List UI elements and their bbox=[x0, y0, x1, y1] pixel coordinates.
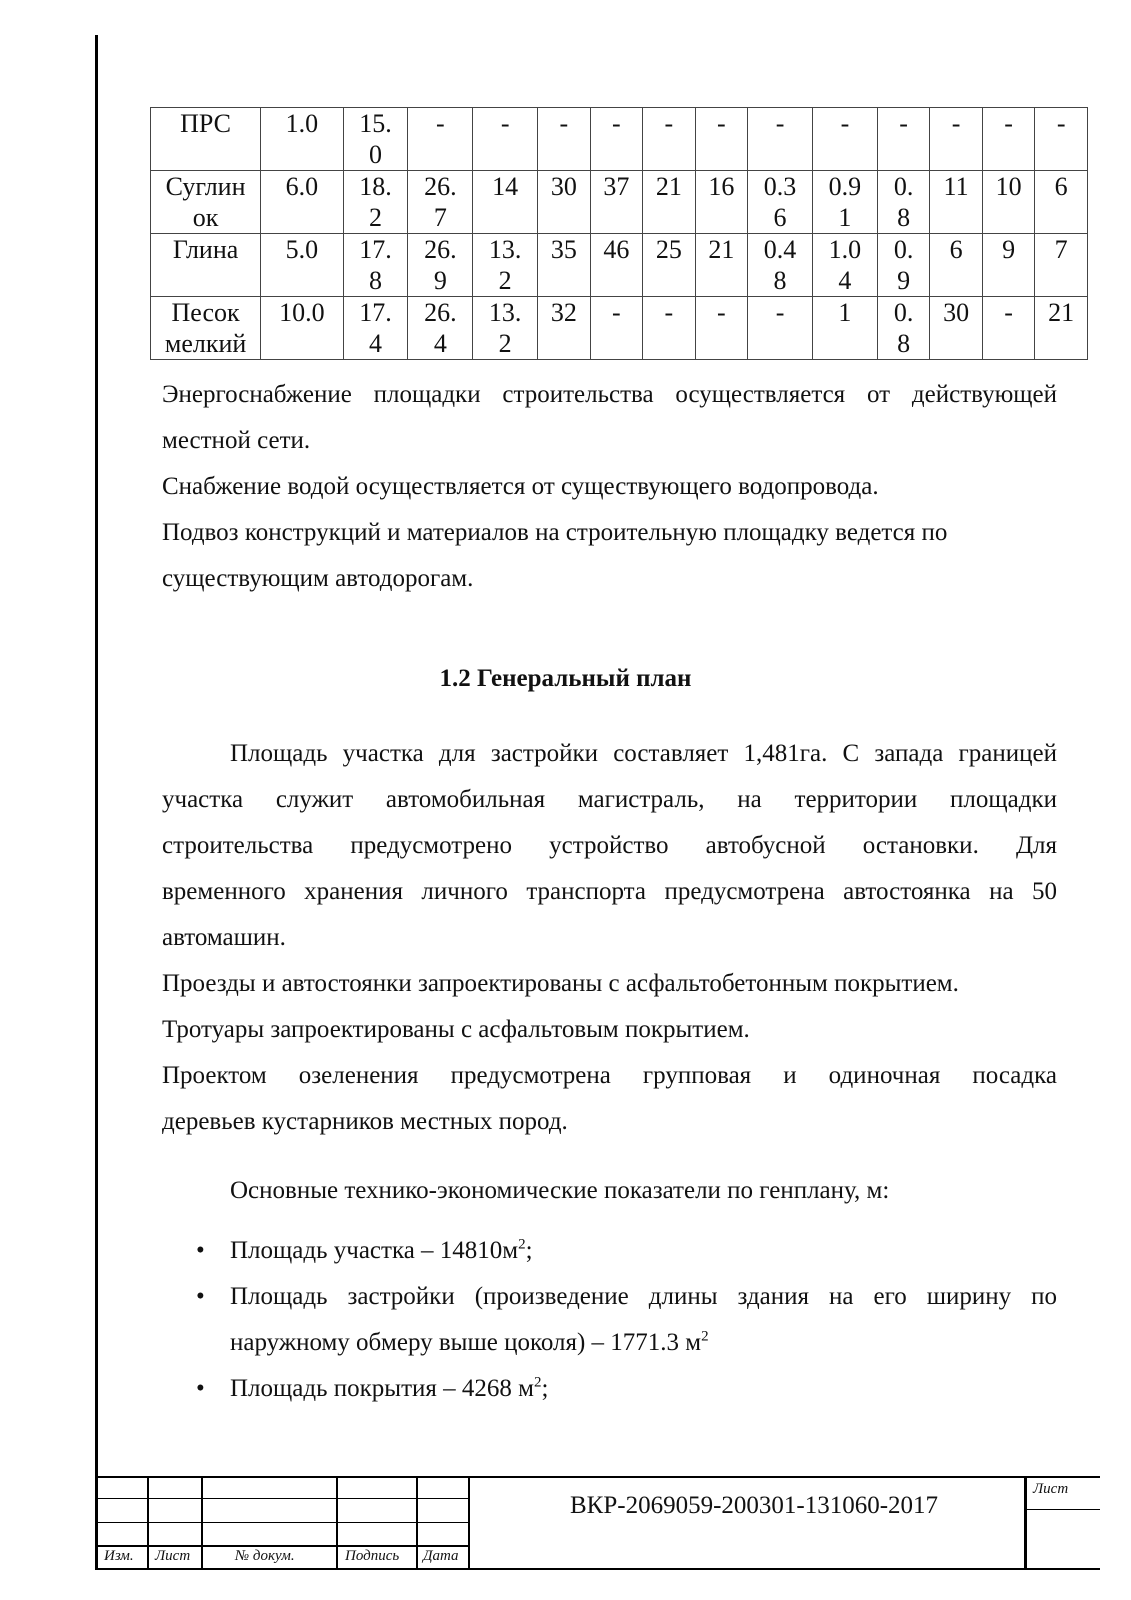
table-cell: 13. 2 bbox=[473, 234, 538, 297]
indicators-list bbox=[162, 1228, 1057, 1412]
table-cell: 37 bbox=[590, 171, 643, 234]
table-cell: 14 bbox=[473, 171, 538, 234]
sheet-label: Лист bbox=[1033, 1481, 1069, 1497]
genplan-line-1: Площадь участка для застройки составляет 1,481га. С запада границей bbox=[230, 740, 1057, 767]
table-cell: 25 bbox=[643, 234, 696, 297]
soil-name-cell: ПРС bbox=[151, 108, 261, 171]
stamp-col-line bbox=[1024, 1476, 1027, 1570]
soil-name-cell: Суглин ок bbox=[151, 171, 261, 234]
table-row bbox=[151, 234, 1088, 297]
table-cell: 0. 8 bbox=[877, 297, 930, 360]
indicator-text-line-1: Площадь застройки (произведение длины здания на его ширину по bbox=[230, 1283, 1057, 1310]
soil-table-body bbox=[151, 108, 1088, 360]
title-block-stamp bbox=[95, 1476, 1100, 1570]
genplan-line-5: автомашин. bbox=[162, 924, 286, 951]
stamp-col-line bbox=[147, 1476, 149, 1570]
indicator-end: ; bbox=[525, 1237, 533, 1264]
stamp-label-list: Лист bbox=[155, 1548, 191, 1564]
bullet-icon: • bbox=[196, 1283, 205, 1310]
document-code: ВКР-2069059-200301-131060-2017 bbox=[570, 1492, 939, 1519]
indicator-text-line-2: наружному обмеру выше цоколя) – 1771.3 м bbox=[230, 1329, 702, 1356]
table-cell: 0.4 8 bbox=[748, 234, 813, 297]
table-cell: 6.0 bbox=[261, 171, 343, 234]
superscript: 2 bbox=[701, 1328, 709, 1345]
section-heading: 1.2 Генеральный план bbox=[439, 665, 692, 692]
table-cell: 10 bbox=[982, 171, 1035, 234]
table-cell: 1.0 4 bbox=[812, 234, 877, 297]
genplan-line-3: строительства предусмотрено устройство автобусной остановки. Для bbox=[162, 832, 1057, 859]
indicator-end: ; bbox=[541, 1375, 549, 1402]
stamp-bottom-border bbox=[95, 1568, 1100, 1570]
stamp-col-line bbox=[416, 1476, 418, 1570]
indicator-item bbox=[162, 1228, 1057, 1274]
table-cell: 17. 4 bbox=[343, 297, 408, 360]
roads-paragraph: Проезды и автостоянки запроектированы с асфальтобетонным покрытием. bbox=[162, 970, 959, 997]
table-row bbox=[151, 171, 1088, 234]
table-cell: 21 bbox=[695, 234, 748, 297]
stamp-col-line bbox=[201, 1476, 203, 1570]
indicator-text: Площадь участка – 14810м bbox=[230, 1237, 519, 1264]
stamp-row-line bbox=[95, 1545, 468, 1547]
table-cell: - bbox=[538, 108, 591, 171]
superscript: 2 bbox=[518, 1236, 526, 1253]
table-cell: 7 bbox=[1035, 234, 1088, 297]
table-cell: 13. 2 bbox=[473, 297, 538, 360]
table-cell: - bbox=[695, 297, 748, 360]
table-cell: 26. 7 bbox=[408, 171, 473, 234]
genplan-paragraphs bbox=[162, 731, 1057, 1145]
table-cell: - bbox=[748, 297, 813, 360]
soil-name-cell: Глина bbox=[151, 234, 261, 297]
table-cell: - bbox=[877, 108, 930, 171]
stamp-row-line bbox=[95, 1522, 468, 1523]
indicators-intro: Основные технико-экономические показатели по генплану, м: bbox=[230, 1177, 890, 1204]
table-cell: 26. 4 bbox=[408, 297, 473, 360]
stamp-top-border bbox=[95, 1476, 1100, 1478]
energy-line-end: местной сети. bbox=[162, 427, 311, 454]
table-cell: 16 bbox=[695, 171, 748, 234]
indicator-item bbox=[162, 1274, 1057, 1366]
energy-line: Энергоснабжение площадки строительства осуществляется от действующей bbox=[162, 381, 1057, 408]
indicators-intro-block bbox=[162, 1168, 1057, 1214]
sidewalks-paragraph: Тротуары запроектированы с асфальтовым покрытием. bbox=[162, 1016, 750, 1043]
stamp-sheet-divider bbox=[1025, 1509, 1100, 1510]
table-cell: - bbox=[590, 297, 643, 360]
table-cell: - bbox=[408, 108, 473, 171]
soil-name-cell: Песок мелкий bbox=[151, 297, 261, 360]
table-cell: 35 bbox=[538, 234, 591, 297]
greening-line-1: Проектом озеленения предусмотрена групповая и одиночная посадка bbox=[162, 1062, 1057, 1089]
table-cell: - bbox=[982, 297, 1035, 360]
table-cell: - bbox=[695, 108, 748, 171]
table-cell: 1.0 bbox=[261, 108, 343, 171]
table-cell: 15. 0 bbox=[343, 108, 408, 171]
transport-line: Подвоз конструкций и материалов на строительную площадку ведется по bbox=[162, 519, 948, 546]
table-row bbox=[151, 297, 1088, 360]
genplan-line-4: временного хранения личного транспорта предусмотрена автостоянка на 50 bbox=[162, 878, 1057, 905]
table-cell: - bbox=[812, 108, 877, 171]
transport-line-end: существующим автодорогам. bbox=[162, 565, 474, 592]
stamp-label-sign: Подпись bbox=[345, 1548, 400, 1564]
table-cell: - bbox=[930, 108, 983, 171]
table-cell: 1 bbox=[812, 297, 877, 360]
table-cell: 0. 9 bbox=[877, 234, 930, 297]
table-cell: 0.9 1 bbox=[812, 171, 877, 234]
stamp-col-line bbox=[468, 1476, 470, 1570]
table-cell: 21 bbox=[1035, 297, 1088, 360]
table-cell: 0. 8 bbox=[877, 171, 930, 234]
indicator-item bbox=[162, 1366, 1057, 1412]
table-row bbox=[151, 108, 1088, 171]
greening-line-2: деревьев кустарников местных пород. bbox=[162, 1108, 568, 1135]
table-cell: 9 bbox=[982, 234, 1035, 297]
stamp-col-line bbox=[336, 1476, 338, 1570]
stamp-row-line bbox=[95, 1498, 468, 1499]
table-cell: 18. 2 bbox=[343, 171, 408, 234]
table-cell: - bbox=[473, 108, 538, 171]
table-cell: 30 bbox=[930, 297, 983, 360]
table-cell: - bbox=[748, 108, 813, 171]
bullet-icon: • bbox=[196, 1237, 205, 1264]
soil-properties-table bbox=[150, 107, 1088, 360]
stamp-label-doc: № докум. bbox=[235, 1548, 295, 1564]
table-cell: 46 bbox=[590, 234, 643, 297]
table-cell: - bbox=[590, 108, 643, 171]
table-cell: 6 bbox=[930, 234, 983, 297]
bullet-icon: • bbox=[196, 1375, 205, 1402]
genplan-line-2: участка служит автомобильная магистраль, на территории площадки bbox=[162, 786, 1057, 813]
table-cell: 30 bbox=[538, 171, 591, 234]
stamp-label-izm: Изм. bbox=[104, 1548, 134, 1564]
table-cell: 5.0 bbox=[261, 234, 343, 297]
table-cell: 21 bbox=[643, 171, 696, 234]
indicator-text: Площадь покрытия – 4268 м bbox=[230, 1375, 534, 1402]
table-cell: 11 bbox=[930, 171, 983, 234]
table-cell: 10.0 bbox=[261, 297, 343, 360]
table-cell: - bbox=[1035, 108, 1088, 171]
table-cell: 6 bbox=[1035, 171, 1088, 234]
table-cell: - bbox=[643, 108, 696, 171]
table-cell: 17. 8 bbox=[343, 234, 408, 297]
table-cell: - bbox=[982, 108, 1035, 171]
superscript: 2 bbox=[533, 1374, 542, 1391]
table-cell: - bbox=[643, 297, 696, 360]
table-cell: 0.3 6 bbox=[748, 171, 813, 234]
stamp-label-date: Дата bbox=[423, 1548, 459, 1564]
table-cell: 32 bbox=[538, 297, 591, 360]
supply-paragraphs bbox=[162, 372, 1057, 602]
page-frame-left-border bbox=[95, 35, 98, 1570]
water-paragraph: Снабжение водой осуществляется от существующего водопровода. bbox=[162, 473, 879, 500]
table-cell: 26. 9 bbox=[408, 234, 473, 297]
